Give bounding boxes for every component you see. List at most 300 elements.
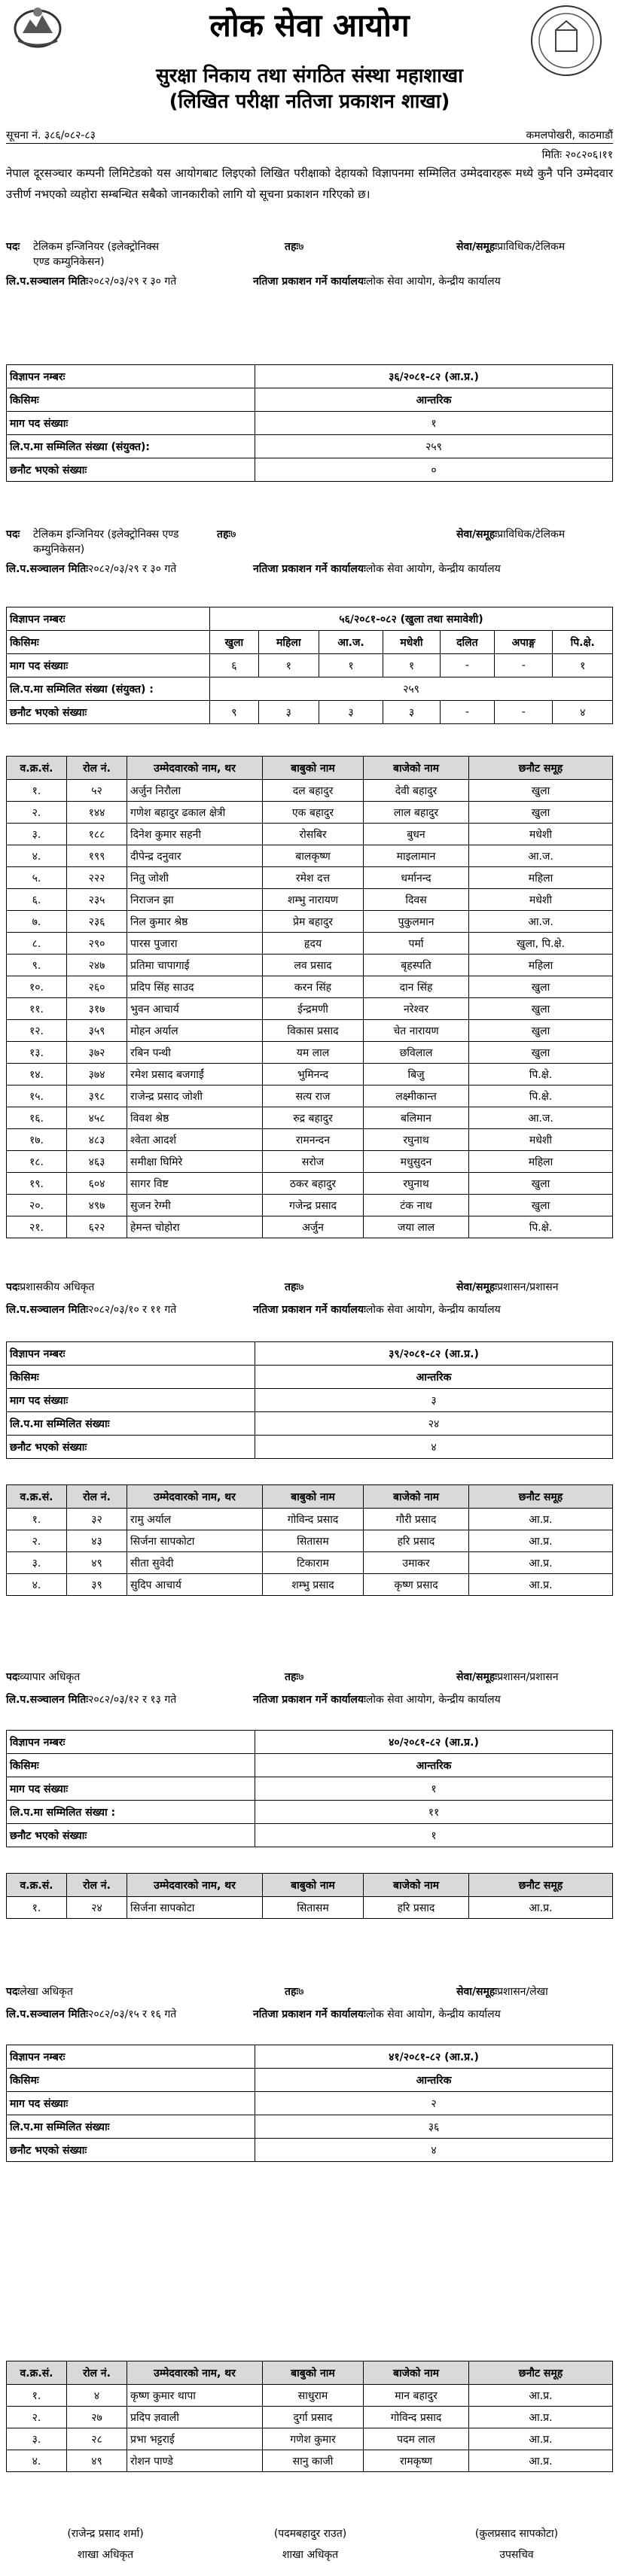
table-cell: चेत नारायण (364, 1020, 469, 1042)
table-cell: सितासम (263, 1530, 364, 1552)
table-cell: मोहन अर्याल (127, 1020, 263, 1042)
table-cell: लाल बहादुर (364, 802, 469, 824)
table-cell: १९. (7, 1173, 67, 1195)
table-row (7, 1897, 613, 1919)
table-cell: १. (7, 1509, 67, 1530)
column-header: रोल नं. (67, 1485, 127, 1509)
post-value: लेखा अधिकृत (20, 1986, 73, 1998)
notice-date: मितिः २०८२०६।११ (541, 149, 613, 161)
table-cell: ७. (7, 911, 67, 933)
table-cell: गणेश बहादुर ढकाल क्षेत्री (127, 802, 263, 824)
post-label: पदः (6, 1986, 20, 1998)
post-info-4 (6, 1670, 613, 1715)
category-cell: आ.ज. (319, 631, 383, 654)
ad-no-label: विज्ञापन नम्बरः (7, 365, 255, 388)
table-row (7, 1552, 613, 1574)
table-cell: ठकर बहादुर (263, 1173, 364, 1195)
table-cell: खुला (469, 1173, 613, 1195)
ad-summary-table-5 (6, 2045, 613, 2162)
signature-3 (426, 2523, 607, 2565)
exam-date-label: लि.प.सञ्चालन मितिः (6, 2008, 89, 2020)
table-cell: ४९ (67, 2450, 127, 2472)
table-cell: प्रदिप ज्ञवाली (127, 2407, 263, 2428)
column-header: बाबुको नाम (263, 757, 364, 780)
service-value: प्रशासन/लेखा (497, 1986, 548, 1998)
table-cell: सुदिप आचार्य (127, 1574, 263, 1596)
selected-value: १ (255, 1824, 613, 1847)
table-cell: देवी बहादुर (364, 780, 469, 802)
table-cell: २४७ (67, 955, 127, 976)
table-cell: अर्जुन निरौला (127, 780, 263, 802)
table-cell: पर्मा (364, 933, 469, 955)
table-cell: दान सिंह (364, 976, 469, 998)
table-cell: बिजु (364, 1064, 469, 1086)
table-cell: ४ (67, 2385, 127, 2407)
seats-cell: ६ (210, 654, 259, 677)
table-row (7, 1195, 613, 1216)
table-row (7, 911, 613, 933)
table-cell: २७ (67, 2407, 127, 2428)
category-cell: मधेशी (383, 631, 440, 654)
table-cell: २६० (67, 976, 127, 998)
table-cell: ५२ (67, 780, 127, 802)
table-cell: सागर विष्ट (127, 1173, 263, 1195)
column-header: बाबुको नाम (263, 1485, 364, 1509)
table-cell: नरेश्वर (364, 998, 469, 1020)
table-cell: प्रेम बहादुर (263, 911, 364, 933)
table-cell: सितासम (263, 1897, 364, 1919)
service-value: प्रशासन/प्रशासन (497, 1281, 559, 1293)
table-row (7, 2385, 613, 2407)
table-cell: ईन्द्रमणी (263, 998, 364, 1020)
table-cell: आ.प्र. (469, 1552, 613, 1574)
selected-cell: - (495, 701, 553, 724)
table-row (7, 1042, 613, 1064)
table-cell: रामकृष्ण (364, 2450, 469, 2472)
table-cell: ३२ (67, 1509, 127, 1530)
notice-line (6, 126, 613, 144)
results-table-2 (6, 756, 613, 1238)
appeared-value: ११ (255, 1801, 613, 1824)
exam-date-label: लि.प.सञ्चालन मितिः (6, 563, 89, 575)
level-label: तहः (285, 241, 299, 253)
column-header: छनौट समूह (469, 2361, 613, 2385)
table-cell: सीता सुवेदी (127, 1552, 263, 1574)
selected-cell: ९ (210, 701, 259, 724)
table-cell: १४४ (67, 802, 127, 824)
table-cell: आ.प्र. (469, 1574, 613, 1596)
office-value: लोक सेवा आयोग, केन्द्रीय कार्यालय (365, 276, 501, 288)
service-label: सेवा/समूहः (456, 241, 498, 253)
table-cell: मधुसुदन (364, 1151, 469, 1173)
office-label: नतिजा प्रकाशन गर्ने कार्यालयः (253, 2008, 366, 2020)
category-cell: पि.क्षे. (553, 631, 613, 654)
table-cell: २८ (67, 2428, 127, 2450)
table-cell: बुधन (364, 824, 469, 845)
table-cell: सिर्जना सापकोटा (127, 1897, 263, 1919)
results-table-5 (6, 2361, 613, 2472)
appeared-value: २५९ (210, 677, 613, 701)
table-cell: आ.ज. (469, 845, 613, 867)
table-row (7, 1086, 613, 1107)
column-header: रोल नं. (67, 2361, 127, 2385)
table-cell: ३५९ (67, 1020, 127, 1042)
table-cell: २०. (7, 1195, 67, 1216)
table-cell: हरि प्रसाद (364, 1530, 469, 1552)
table-cell: रबिन पन्थी (127, 1042, 263, 1064)
office-value: लोक सेवा आयोग, केन्द्रीय कार्यालय (365, 1304, 501, 1316)
table-cell: आ.ज. (469, 911, 613, 933)
selected-cell: ४ (553, 701, 613, 724)
table-cell: महिला (469, 867, 613, 889)
table-cell: आ.प्र. (469, 2407, 613, 2428)
column-header: रोल नं. (67, 757, 127, 780)
signatory-name: (कुलप्रसाद सापकोटा) (474, 2528, 559, 2540)
column-header: बाजेको नाम (364, 1874, 469, 1897)
table-cell: २. (7, 2407, 67, 2428)
appeared-value: ३६ (255, 2115, 613, 2139)
level-label: तहः (285, 1671, 299, 1683)
table-cell: गणेश कुमार (263, 2428, 364, 2450)
table-cell: ४. (7, 2450, 67, 2472)
table-cell: २४ (67, 1897, 127, 1919)
office-value: लोक सेवा आयोग, केन्द्रीय कार्यालय (365, 1694, 501, 1706)
table-row (7, 955, 613, 976)
table-cell: रामनन्दन (263, 1129, 364, 1151)
table-cell: बृहस्पति (364, 955, 469, 976)
seats-label: माग पद संख्याः (7, 412, 255, 435)
table-cell: भुवन आचार्य (127, 998, 263, 1020)
table-row (7, 1216, 613, 1238)
seats-cell: १ (319, 654, 383, 677)
table-cell: सानु काजी (263, 2450, 364, 2472)
table-cell: दुर्गा प्रसाद (263, 2407, 364, 2428)
table-cell: १३. (7, 1042, 67, 1064)
table-row (7, 1151, 613, 1173)
table-cell: २९० (67, 933, 127, 955)
office-value: लोक सेवा आयोग, केन्द्रीय कार्यालय (365, 563, 501, 575)
level-label: तहः (217, 528, 231, 540)
type-label: किसिमः (7, 1366, 255, 1389)
subtitle-line-1: सुरक्षा निकाय तथा संगठित संस्था महाशाखा (156, 65, 463, 87)
column-header: व.क्र.सं. (7, 1874, 67, 1897)
column-header: व.क्र.सं. (7, 757, 67, 780)
column-header: उम्मेदवारको नाम, थर (127, 2361, 263, 2385)
appeared-value: २५९ (255, 435, 613, 458)
table-cell: आ.प्र. (469, 2385, 613, 2407)
table-cell: खुला (469, 1195, 613, 1216)
service-label: सेवा/समूहः (456, 1986, 498, 1998)
table-row (7, 2428, 613, 2450)
signatory-title: उपसचिव (499, 2549, 534, 2561)
office-label: नतिजा प्रकाशन गर्ने कार्यालयः (253, 1304, 366, 1316)
post-value: टेलिकम इन्जिनियर (इलेक्ट्रोनिक्स एण्ड कम्युनिकेसन) (33, 241, 160, 268)
seats-label: माग पद संख्याः (7, 2092, 255, 2115)
level-label: तहः (285, 1986, 299, 1998)
table-cell: १८८ (67, 824, 127, 845)
column-header: बाबुको नाम (263, 1874, 364, 1897)
exam-date-value: २०८२/०३/२९ र ३० गते (88, 563, 177, 575)
table-cell: हृदय (263, 933, 364, 955)
post-value: व्यापार अधिकृत (20, 1671, 81, 1683)
table-cell: आ.ज. (469, 1107, 613, 1129)
table-cell: ५. (7, 867, 67, 889)
table-cell: टंक नाथ (364, 1195, 469, 1216)
selected-label: छनौट भएको संख्याः (7, 701, 210, 724)
table-cell: रमेश प्रसाद बजगाईं (127, 1064, 263, 1086)
selected-label: छनौट भएको संख्याः (7, 1436, 255, 1459)
table-cell: ३. (7, 2428, 67, 2450)
table-cell: आ.प्र. (469, 1509, 613, 1530)
table-cell: मधेशी (469, 824, 613, 845)
exam-date-label: लि.प.सञ्चालन मितिः (6, 1694, 89, 1706)
table-cell: दिवस (364, 889, 469, 911)
table-cell: खुला (469, 802, 613, 824)
post-info-3 (6, 1280, 613, 1325)
table-row (7, 824, 613, 845)
table-cell: गोविन्द प्रसाद (364, 2407, 469, 2428)
exam-date-value: २०८२/०३/१० र ११ गते (88, 1304, 177, 1316)
table-cell: पि.क्षे. (469, 1216, 613, 1238)
table-cell: ४९ (67, 1552, 127, 1574)
table-cell: आ.प्र. (469, 1897, 613, 1919)
table-cell: दल बहादुर (263, 780, 364, 802)
table-cell: महिला (469, 1151, 613, 1173)
level-value: ७ (298, 1281, 304, 1293)
table-row (7, 976, 613, 998)
results-header-row (7, 757, 613, 780)
post-value: प्रशासकीय अधिकृत (20, 1281, 95, 1293)
page-title: लोक सेवा आयोग (209, 7, 410, 44)
post-label: पदः (6, 528, 20, 540)
type-value: आन्तरिक (255, 1754, 613, 1777)
exam-date-label: लि.प.सञ्चालन मितिः (6, 276, 89, 288)
selected-label: छनौट भएको संख्याः (7, 458, 255, 482)
table-row (7, 1020, 613, 1042)
table-cell: खुला (469, 780, 613, 802)
table-cell: प्रभा भट्टराई (127, 2428, 263, 2450)
table-cell: सत्य राज (263, 1086, 364, 1107)
header (0, 0, 619, 161)
table-cell: रघुनाथ (364, 1173, 469, 1195)
column-header: छनौट समूह (469, 1485, 613, 1509)
table-cell: पि.क्षे. (469, 1086, 613, 1107)
post-label: पदः (6, 241, 20, 253)
table-cell: ३१७ (67, 998, 127, 1020)
table-row (7, 1129, 613, 1151)
table-cell: भुमिनन्द (263, 1064, 364, 1086)
table-cell: २३६ (67, 911, 127, 933)
subtitle-line-2: (लिखित परीक्षा नतिजा प्रकाशन शाखा) (169, 90, 450, 113)
table-cell: २. (7, 1530, 67, 1552)
table-cell: रमेश दत्त (263, 867, 364, 889)
type-label: किसिमः (7, 631, 210, 654)
notice-number: सूचना नं. ३८६/०८२-८३ (6, 129, 96, 142)
ad-no-value: ३६/२०८१-८२ (आ.प्र.) (255, 365, 613, 388)
signature-1 (15, 2523, 196, 2565)
table-cell: खुला, पि.क्षे. (469, 933, 613, 955)
seats-cell: १ (553, 654, 613, 677)
table-cell: माइलामान (364, 845, 469, 867)
table-row (7, 2450, 613, 2472)
table-cell: ६. (7, 889, 67, 911)
table-cell: निराजन झा (127, 889, 263, 911)
table-cell: २. (7, 802, 67, 824)
column-header: छनौट समूह (469, 757, 613, 780)
table-cell: खुला (469, 1020, 613, 1042)
selected-cell: ३ (258, 701, 319, 724)
table-cell: साधुराम (263, 2385, 364, 2407)
table-cell: पदम लाल (364, 2428, 469, 2450)
table-cell: शम्भु प्रसाद (263, 1574, 364, 1596)
table-cell: ४८३ (67, 1129, 127, 1151)
table-cell: सिर्जना सापकोटा (127, 1530, 263, 1552)
table-cell: महिला (469, 955, 613, 976)
table-cell: ४५८ (67, 1107, 127, 1129)
category-cell: खुला (210, 631, 259, 654)
ad-no-label: विज्ञापन नम्बरः (7, 1342, 255, 1366)
table-cell: विवश श्रेष्ठ (127, 1107, 263, 1129)
table-row (7, 802, 613, 824)
table-cell: रोशन पाण्डे (127, 2450, 263, 2472)
column-header: उम्मेदवारको नाम, थर (127, 1485, 263, 1509)
seats-value: १ (255, 1777, 613, 1801)
table-cell: अर्जुन (263, 1216, 364, 1238)
table-cell: शम्भु नारायण (263, 889, 364, 911)
seats-cell: १ (258, 654, 319, 677)
table-cell: हरि प्रसाद (364, 1897, 469, 1919)
results-header-row (7, 1485, 613, 1509)
column-header: व.क्र.सं. (7, 1485, 67, 1509)
type-label: किसिमः (7, 2069, 255, 2092)
office-location: कमलपोखरी, काठमाडौं (526, 129, 613, 142)
appeared-label: लि.प.मा सम्मिलित संख्या : (7, 1801, 255, 1824)
results-header-row (7, 1874, 613, 1897)
seats-label: माग पद संख्याः (7, 1389, 255, 1412)
table-cell: खुला (469, 976, 613, 998)
post-info-5 (6, 1984, 613, 2029)
type-label: किसिमः (7, 1754, 255, 1777)
appeared-label: लि.प.मा सम्मिलित संख्याः (7, 1412, 255, 1436)
selected-label: छनौट भएको संख्याः (7, 2139, 255, 2162)
ad-no-value: ४०/२०८१-८२ (आ.प्र.) (255, 1731, 613, 1754)
service-label: सेवा/समूहः (456, 1281, 498, 1293)
selected-label: छनौट भएको संख्याः (7, 1824, 255, 1847)
ad-summary-table-1 (6, 364, 613, 482)
table-cell: निल कुमार श्रेष्ठ (127, 911, 263, 933)
ad-summary-table-4 (6, 1730, 613, 1847)
table-cell: टिकाराम (263, 1552, 364, 1574)
table-cell: करन सिंह (263, 976, 364, 998)
type-value: आन्तरिक (255, 388, 613, 412)
table-cell: पारस पुजारा (127, 933, 263, 955)
table-cell: रामु अर्याल (127, 1509, 263, 1530)
table-cell: १. (7, 780, 67, 802)
table-cell: ४. (7, 845, 67, 867)
table-cell: ९. (7, 955, 67, 976)
results-table-3 (6, 1484, 613, 1596)
table-row (7, 1173, 613, 1195)
column-header: बाजेको नाम (364, 757, 469, 780)
table-cell: राजेन्द्र प्रसाद जोशी (127, 1086, 263, 1107)
appeared-label: लि.प.मा सम्मिलित संख्या (संयुक्त): (7, 435, 255, 458)
ad-no-label: विज्ञापन नम्बरः (7, 2045, 255, 2069)
appeared-label: लि.प.मा सम्मिलित संख्या (संयुक्त) : (7, 677, 210, 701)
table-cell: प्रदिप सिंह साउद (127, 976, 263, 998)
type-label: किसिमः (7, 388, 255, 412)
level-label: तहः (285, 1281, 299, 1293)
table-row (7, 1574, 613, 1596)
level-value: ७ (230, 528, 236, 540)
table-cell: छविलाल (364, 1042, 469, 1064)
ad-no-value: ३९/२०८१-८२ (आ.प्र.) (255, 1342, 613, 1366)
table-cell: सरोज (263, 1151, 364, 1173)
service-label: सेवा/समूहः (456, 1671, 498, 1683)
table-row (7, 2407, 613, 2428)
selected-value: ४ (255, 2139, 613, 2162)
intro-paragraph: नेपाल दूरसञ्चार कम्पनी लिमिटेडको यस आयोगबाट लिइएको लिखित परीक्षाको देहायको विज्ञापनमा सम्मिलित उम्मेदवारहरू मध्ये कुनै पनि उम्मेदवार उत्तीर्ण नभएको व्यहोरा सम्बन्धित सबैको जानकारीको लागि यो सूचना प्रकाशन गरिएको छ। (6, 166, 613, 201)
table-cell: कृष्ण कुमार थापा (127, 2385, 263, 2407)
exam-date-value: २०८२/०३/२९ र ३० गते (88, 276, 177, 288)
table-cell: लक्ष्मीकान्त (364, 1086, 469, 1107)
table-cell: १२. (7, 1020, 67, 1042)
column-header: बाजेको नाम (364, 1485, 469, 1509)
results-table-4 (6, 1873, 613, 1919)
ad-no-value: ५६/२०८१-०८२ (खुला तथा समावेशी) (210, 607, 613, 631)
office-label: नतिजा प्रकाशन गर्ने कार्यालयः (253, 276, 366, 288)
table-cell: श्वेता आदर्श (127, 1129, 263, 1151)
selected-cell: - (440, 701, 494, 724)
appeared-value: २४ (255, 1412, 613, 1436)
table-cell: रघुनाथ (364, 1129, 469, 1151)
table-cell: मधेशी (469, 889, 613, 911)
table-row (7, 889, 613, 911)
ad-summary-table-2 (6, 607, 613, 724)
selected-value: ० (255, 458, 613, 482)
table-cell: सुजन रेग्मी (127, 1195, 263, 1216)
seats-value: ३ (255, 1389, 613, 1412)
type-value: आन्तरिक (255, 1366, 613, 1389)
selected-value: ४ (255, 1436, 613, 1459)
seats-cell: - (495, 654, 553, 677)
table-cell: पुकुलमान (364, 911, 469, 933)
page-subtitle (0, 63, 619, 114)
table-row (7, 845, 613, 867)
type-value: आन्तरिक (255, 2069, 613, 2092)
table-cell: उमाकर (364, 1552, 469, 1574)
column-header: उम्मेदवारको नाम, थर (127, 1874, 263, 1897)
table-cell: गोविन्द प्रसाद (263, 1509, 364, 1530)
table-cell: मधेशी (469, 1129, 613, 1151)
column-header: व.क्र.सं. (7, 2361, 67, 2385)
table-cell: १. (7, 2385, 67, 2407)
table-cell: ६२२ (67, 1216, 127, 1238)
table-cell: ८. (7, 933, 67, 955)
table-cell: २१. (7, 1216, 67, 1238)
post-info-2 (6, 527, 613, 584)
table-cell: आ.प्र. (469, 2450, 613, 2472)
table-row (7, 867, 613, 889)
signature-2 (220, 2523, 401, 2565)
table-cell: १९९ (67, 845, 127, 867)
table-cell: धर्मानन्द (364, 867, 469, 889)
table-cell: १५. (7, 1086, 67, 1107)
table-cell: ३७२ (67, 1042, 127, 1064)
table-cell: प्रतिमा चापागाई (127, 955, 263, 976)
table-cell: यम लाल (263, 1042, 364, 1064)
appeared-label: लि.प.मा सम्मिलित संख्याः (7, 2115, 255, 2139)
table-cell: आ.प्र. (469, 2428, 613, 2450)
